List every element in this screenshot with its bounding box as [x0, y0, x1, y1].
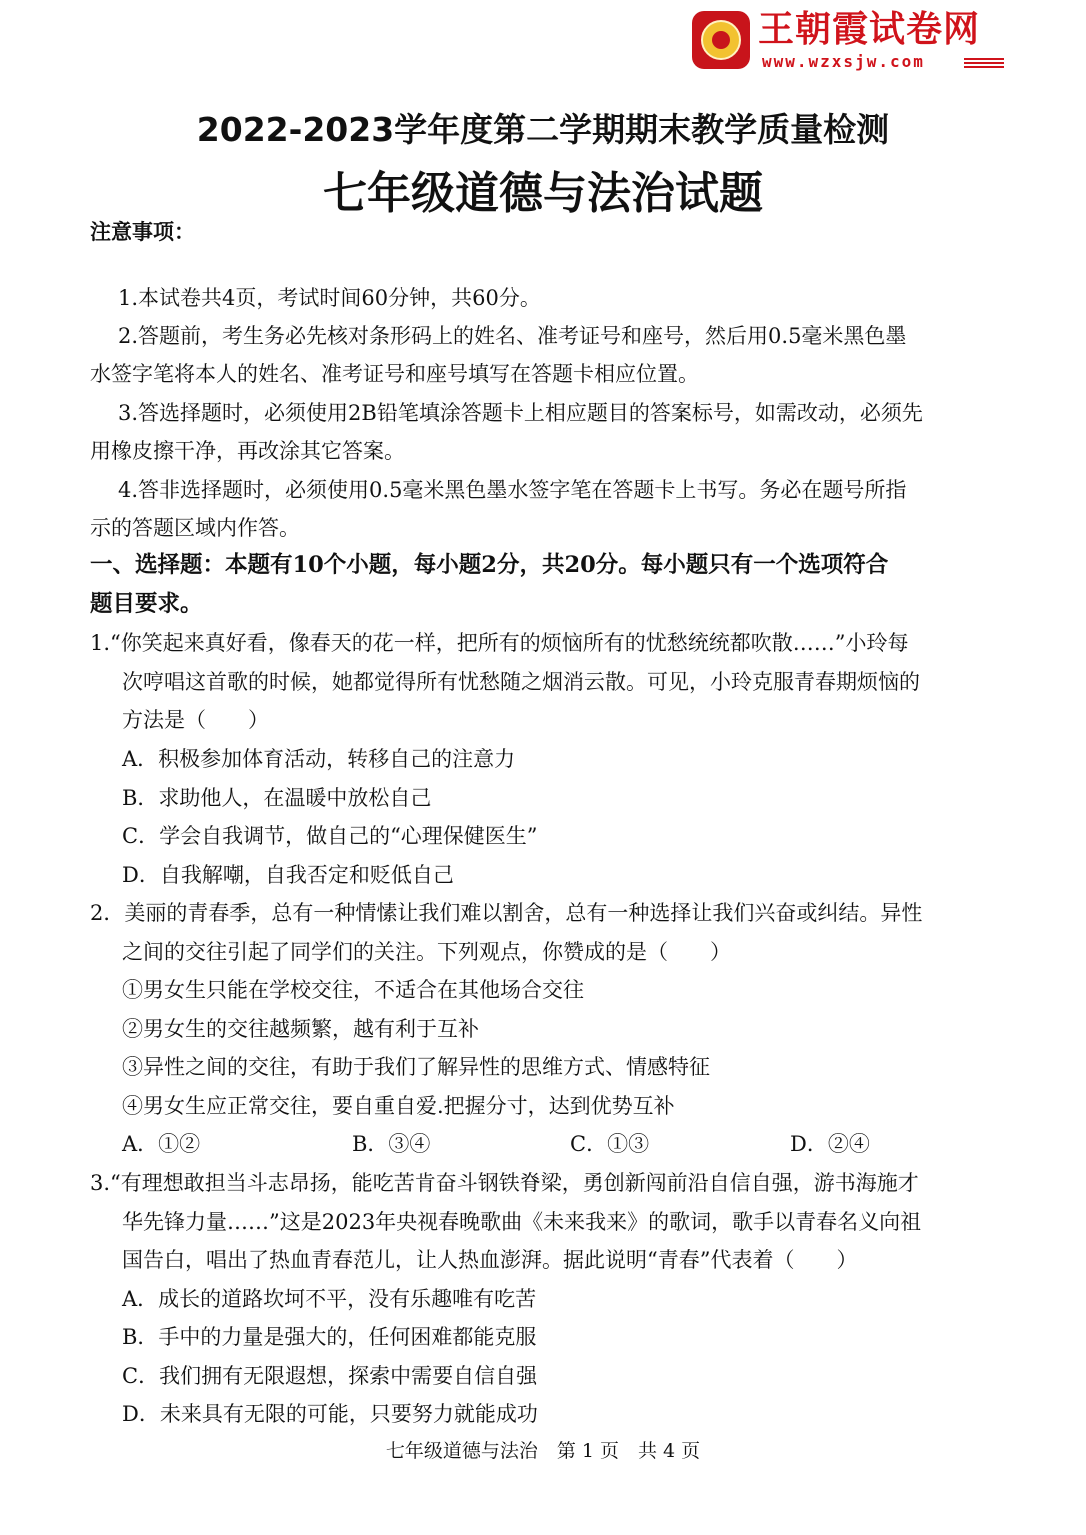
exam-subtitle: 七年级道德与法治试题 — [323, 168, 763, 219]
option-a: A．积极参加体育活动，转移自己的注意力 — [122, 747, 516, 771]
section-heading: 一、选择题：本题有10个小题，每小题2分，共20分。每小题只有一个选项符合 — [90, 552, 889, 578]
option-a: A．成长的道路坎坷不平，没有乐趣唯有吃苦 — [122, 1287, 537, 1311]
logo-name: 王朝霞试卷网 — [758, 9, 981, 50]
note-line: 1.本试卷共4页，考试时间60分钟，共60分。 — [118, 286, 541, 310]
note-line: 用橡皮擦干净，再改涂其它答案。 — [90, 439, 405, 463]
site-logo — [692, 8, 1052, 74]
option-b: B．③④ — [352, 1132, 431, 1156]
note-line: 2.答题前，考生务必先核对条形码上的姓名、准考证号和座号，然后用0.5毫米黑色墨 — [118, 324, 907, 348]
question-stem: 次哼唱这首歌的时候，她都觉得所有忧愁随之烟消云散。可见，小玲克服青春期烦恼的 — [122, 670, 920, 694]
option-b: B．手中的力量是强大的，任何困难都能克服 — [122, 1325, 537, 1349]
page-footer: 七年级道德与法治 第 1 页 共 4 页 — [385, 1440, 701, 1462]
note-line: 水签字笔将本人的姓名、准考证号和座号填写在答题卡相应位置。 — [90, 362, 699, 386]
option-a: A．①② — [122, 1132, 201, 1156]
exam-title: 2022-2023学年度第二学期期末教学质量检测 — [196, 110, 890, 149]
option-c: C．我们拥有无限遐想，探索中需要自信自强 — [122, 1364, 538, 1388]
option-c: C．①③ — [570, 1132, 650, 1156]
statement: ①男女生只能在学校交往，不适合在其他场合交往 — [122, 978, 584, 1002]
question-stem: 华先锋力量……”这是2023年央视春晚歌曲《未来我来》的歌词，歌手以青春名义向祖 — [122, 1210, 922, 1234]
note-line: 示的答题区域内作答。 — [90, 516, 300, 540]
question-stem: 方法是（ ） — [122, 708, 269, 732]
option-b: B．求助他人，在温暖中放松自己 — [122, 786, 432, 810]
question-stem: 1.“你笑起来真好看，像春天的花一样，把所有的烦恼所有的忧愁统统都吹散……”小玲每 — [90, 631, 909, 655]
section-heading: 题目要求。 — [90, 591, 203, 617]
notes-heading: 注意事项： — [90, 220, 195, 244]
question-stem: 国告白，唱出了热血青春范儿，让人热血澎湃。据此说明“青春”代表着（ ） — [122, 1248, 858, 1272]
option-d: D．未来具有无限的可能，只要努力就能成功 — [122, 1402, 538, 1426]
option-d: D．②④ — [790, 1132, 870, 1156]
statement: ④男女生应正常交往，要自重自爱.把握分寸，达到优势互补 — [122, 1094, 675, 1118]
statement: ③异性之间的交往，有助于我们了解异性的思维方式、情感特征 — [122, 1055, 710, 1079]
question-stem: 2．美丽的青春季，总有一种情愫让我们难以割舍，总有一种选择让我们兴奋或纠结。异性 — [90, 901, 923, 925]
question-stem: 3.“有理想敢担当斗志昂扬，能吃苦肯奋斗钢铁脊梁，勇创新闯前沿自信自强，游书海施才 — [90, 1171, 919, 1195]
logo-url: www.wzxsjw.com — [762, 52, 925, 71]
logo-stripes-icon — [964, 58, 1004, 68]
statement: ②男女生的交往越频繁，越有利于互补 — [122, 1017, 479, 1041]
option-d: D．自我解嘲，自我否定和贬低自己 — [122, 863, 454, 887]
note-line: 3.答选择题时，必须使用2B铅笔填涂答题卡上相应题目的答案标号，如需改动，必须先 — [118, 401, 923, 425]
question-stem: 之间的交往引起了同学们的关注。下列观点，你赞成的是（ ） — [122, 940, 731, 964]
logo-badge-icon — [692, 11, 750, 69]
option-c: C．学会自我调节，做自己的“心理保健医生” — [122, 824, 538, 848]
note-line: 4.答非选择题时，必须使用0.5毫米黑色墨水签字笔在答题卡上书写。务必在题号所指 — [118, 478, 907, 502]
